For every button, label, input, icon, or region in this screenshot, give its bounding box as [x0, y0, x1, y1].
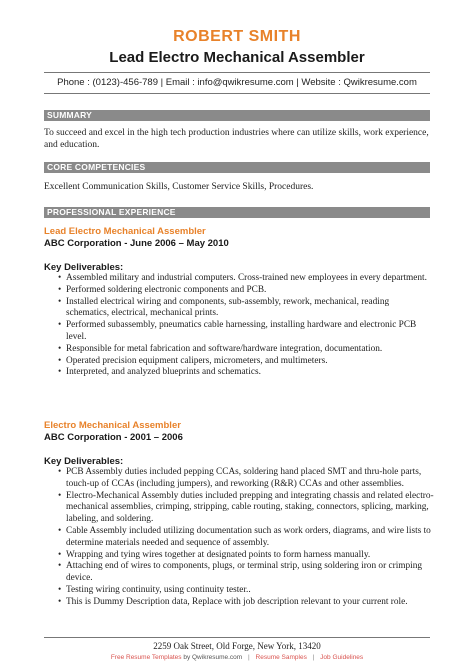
contact-email[interactable]: Email : info@qwikresume.com [165, 77, 294, 88]
list-item: • Cable Assembly included utilizing documentation such as work orders, diagrams, and wire lists to determine materials needed and sequence of assembly. [58, 526, 434, 550]
competencies-heading: CORE COMPETENCIES [44, 162, 430, 173]
resume-header [0, 28, 474, 68]
summary-heading: SUMMARY [44, 110, 430, 121]
header-divider-top [44, 72, 430, 73]
list-item: • This is Dummy Description data, Replace with job description relevant to your current role. [58, 597, 434, 609]
deliverables-list [58, 273, 434, 379]
list-item: • Operated precision equipment calipers, micrometers, and multimeters. [58, 356, 434, 368]
list-item: • Attaching end of wires to components, plugs, or terminal strip, using soldering iron or crimping device. [58, 561, 434, 585]
footer-address: 2259 Oak Street, Old Forge, New York, 13420 [153, 641, 321, 651]
header-divider-bottom [44, 93, 430, 94]
job-title: Lead Electro Mechanical Assembler [44, 226, 206, 237]
list-item: • Responsible for metal fabrication and software/hardware integration, documentation. [58, 344, 434, 356]
job-company: ABC Corporation - 2001 – 2006 [44, 432, 183, 443]
contact-line: Phone : (0123)-456-789 | Email : info@qwikresume.com | Website : Qwikresume.com [57, 77, 417, 88]
contact-website[interactable]: Website : Qwikresume.com [301, 77, 417, 88]
footer-by-text: by Qwikresume.com [183, 654, 243, 661]
deliverables-list [58, 467, 434, 609]
list-item: • Wrapping and tying wires together at designated points to form harness manually. [58, 550, 434, 562]
job-title: Electro Mechanical Assembler [44, 420, 181, 431]
list-item: • Electro-Mechanical Assembly duties included prepping and integrating chassis and related electro-mechanical assemblies, crimping, stripping, cable routing, staking, connectors, splicing, marking, labeling, and soldering. [58, 491, 434, 526]
list-item: • PCB Assembly duties included pepping CCAs, soldering hand placed SMT and thru-hole parts, touch-up of CCAs (including jumpers), and reworking (R&R) CCAs and other assemblies. [58, 467, 434, 491]
candidate-name: ROBERT SMITH [173, 28, 301, 45]
footer-divider [44, 637, 430, 638]
list-item: • Performed subassembly, pneumatics cable harnessing, installing hardware and electronic PCB level. [58, 320, 434, 344]
list-item: • Assembled military and industrial computers. Cross-trained new employees in every department. [58, 273, 434, 285]
list-item: • Interpreted, and analyzed blueprints and schematics. [58, 367, 434, 379]
contact-phone: Phone : (0123)-456-789 [57, 77, 159, 88]
key-deliverables-label: Key Deliverables: [44, 456, 124, 467]
summary-text: To succeed and excel in the high tech production industries where can utilize skills, work experience, and education. [44, 128, 429, 150]
candidate-role: Lead Electro Mechanical Assembler [109, 49, 365, 66]
competencies-text: Excellent Communication Skills, Customer Service Skills, Procedures. [44, 182, 314, 192]
key-deliverables-label: Key Deliverables: [44, 262, 124, 273]
list-item: • Performed soldering electronic components and PCB. [58, 285, 434, 297]
list-item: • Installed electrical wiring and components, sub-assembly, rework, mechanical, reading schematics, electrical, mechanical prints. [58, 297, 434, 321]
job-guidelines-link[interactable]: Job Guidelines [320, 654, 364, 661]
job-company: ABC Corporation - June 2006 – May 2010 [44, 238, 229, 249]
free-templates-link[interactable]: Free Resume Templates [110, 654, 182, 661]
experience-heading: PROFESSIONAL EXPERIENCE [44, 207, 430, 218]
footer-links: Free Resume Templates by Qwikresume.com | Resume Samples | Job Guidelines [110, 654, 364, 661]
list-item: • Testing wiring continuity, using continuity tester.. [58, 585, 434, 597]
resume-samples-link[interactable]: Resume Samples [255, 654, 307, 661]
